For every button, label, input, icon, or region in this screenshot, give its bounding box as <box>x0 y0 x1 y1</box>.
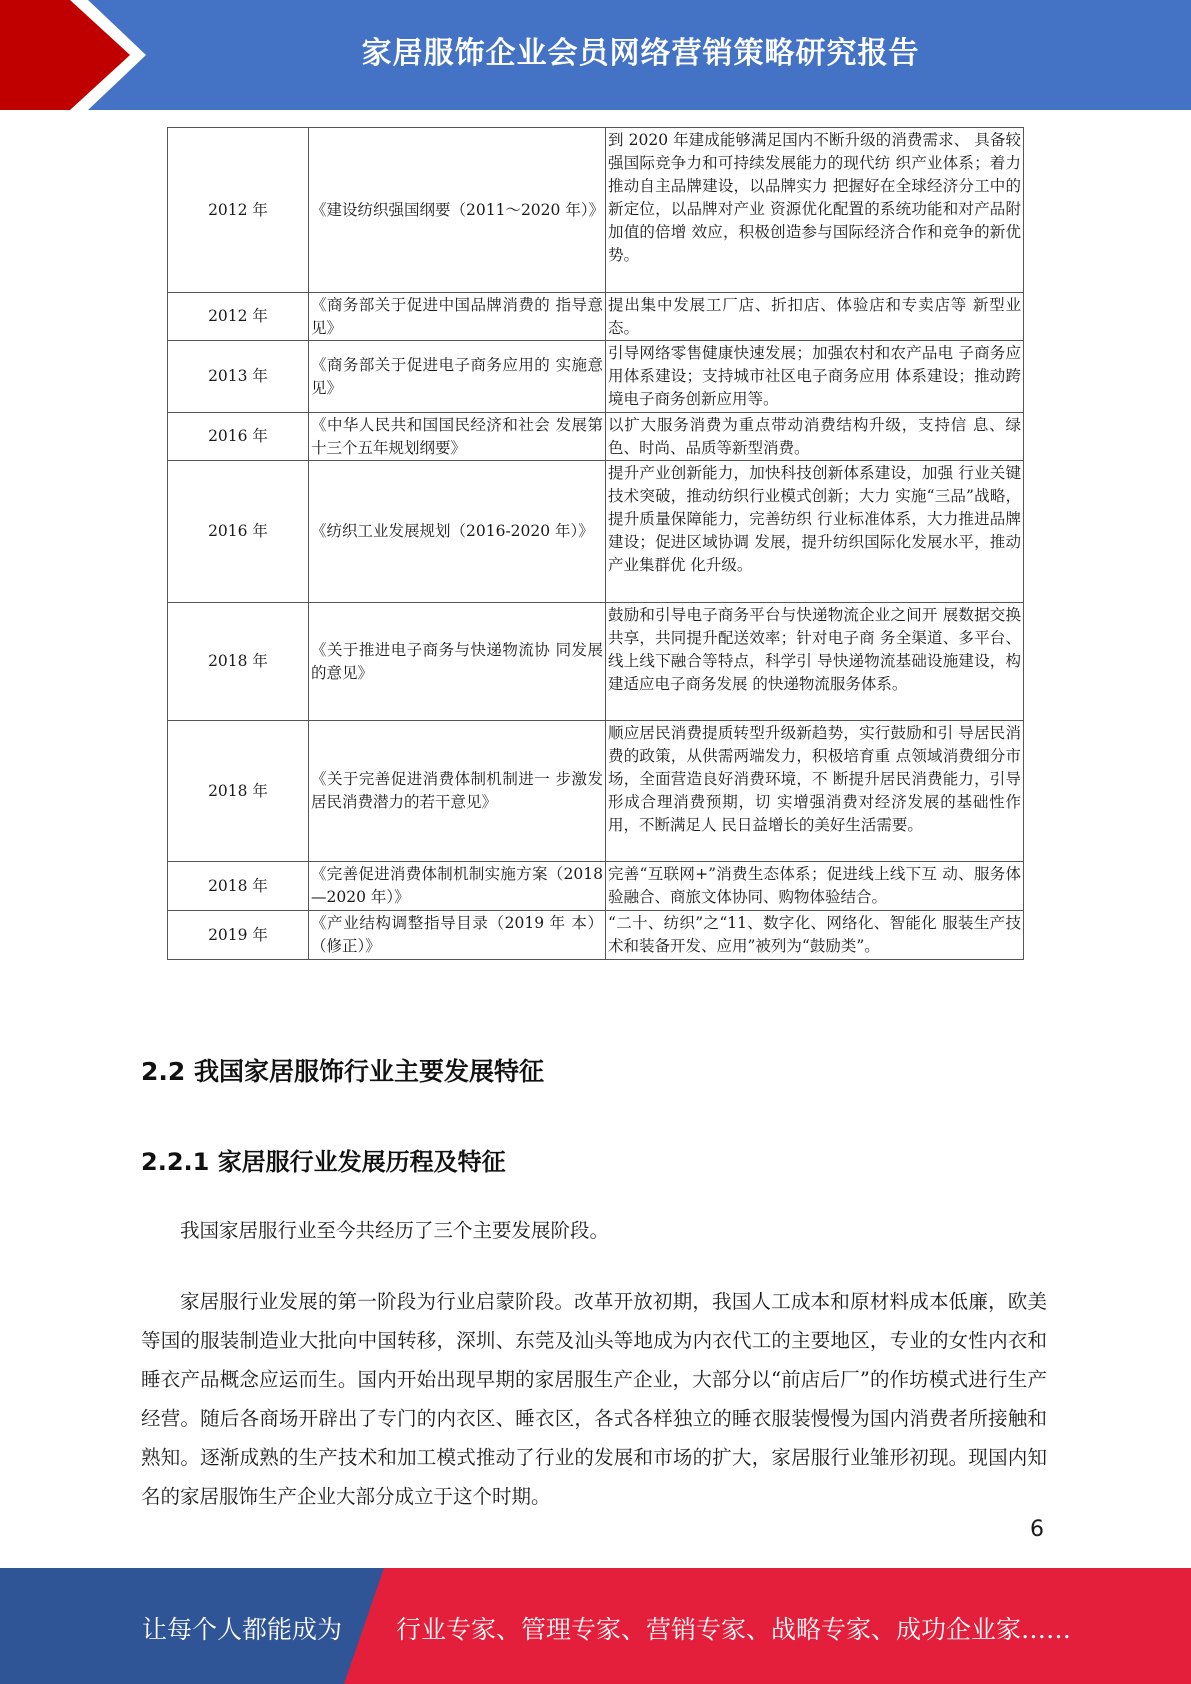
subsection-heading: 2.2.1 家居服行业发展历程及特征 <box>141 1148 506 1176</box>
content-cell: 以扩大服务消费为重点带动消费结构升级，支持信 息、绿色、时尚、品质等新型消费。 <box>606 413 1024 461</box>
document-cell: 《商务部关于促进电子商务应用的 实施意见》 <box>309 341 606 413</box>
table-row <box>168 413 1024 461</box>
content-cell: 鼓励和引导电子商务平台与快递物流企业之间开 展数据交换共享，共同提升配送效率；针对电子商 务全渠道、多平台、线上线下融合等特点，科学引 导快递物流基础设施建设，构建适应电子商务发展 的快递物流服务体系。 <box>606 603 1024 721</box>
content-cell: 提出集中发展工厂店、折扣店、体验店和专卖店等 新型业态。 <box>606 293 1024 341</box>
year-cell: 2012 年 <box>168 293 309 341</box>
page-number: 6 <box>1030 1517 1044 1542</box>
section-heading: 2.2 我国家居服饰行业主要发展特征 <box>141 1057 544 1086</box>
year-cell: 2018 年 <box>168 862 309 911</box>
table-row <box>168 911 1024 960</box>
content-cell: 完善“互联网+”消费生态体系；促进线上线下互 动、服务体验融合、商旅文体协同、购物体验结合。 <box>606 862 1024 911</box>
policy-table <box>167 127 1024 960</box>
year-cell: 2018 年 <box>168 721 309 862</box>
footer-slogan-right: 行业专家、管理专家、营销专家、战略专家、成功企业家…… <box>396 1615 1072 1644</box>
table-row <box>168 603 1024 721</box>
document-cell: 《关于推进电子商务与快递物流协 同发展的意见》 <box>309 603 606 721</box>
year-cell: 2016 年 <box>168 413 309 461</box>
report-title: 家居服饰企业会员网络营销策略研究报告 <box>361 36 920 71</box>
page-footer <box>0 1568 1191 1684</box>
page-header <box>0 0 1191 110</box>
content-cell: “二十、纺织”之“11、数字化、网络化、智能化 服装生产技术和装备开发、应用”被列为“鼓励类”。 <box>606 911 1024 960</box>
year-cell: 2019 年 <box>168 911 309 960</box>
body-paragraph: 家居服行业发展的第一阶段为行业启蒙阶段。改革开放初期，我国人工成本和原材料成本低廉，欧美等国的服装制造业大批向中国转移，深圳、东莞及汕头等地成为内衣代工的主要地区，专业的女性内衣和睡衣产品概念应运而生。国内开始出现早期的家居服生产企业，大部分以“前店后厂”的作坊模式进行生产经营。随后各商场开辟出了专门的内衣区、睡衣区，各式各样独立的睡衣服装慢慢为国内消费者所接触和熟知。逐渐成熟的生产技术和加工模式推动了行业的发展和市场的扩大，家居服行业雏形初现。现国内知名的家居服饰生产企业大部分成立于这个时期。 <box>141 1290 1047 1508</box>
document-cell: 《中华人民共和国国民经济和社会 发展第十三个五年规划纲要》 <box>309 413 606 461</box>
document-cell <box>309 862 606 911</box>
table-row <box>168 341 1024 413</box>
content-cell: 提升产业创新能力，加快科技创新体系建设，加强 行业关键技术突破，推动纺织行业模式创新；大力 实施“三品”战略，提升质量保障能力，完善纺织 行业标准体系，大力推进品牌建设；促进区域协调 发展，提升纺织国际化发展水平，推动产业集群优 化升级。 <box>606 461 1024 603</box>
document-cell: 《关于完善促进消费体制机制进一 步激发居民消费潜力的若干意见》 <box>309 721 606 862</box>
content-cell: 顺应居民消费提质转型升级新趋势，实行鼓励和引 导居民消费的政策，从供需两端发力，积极培育重 点领域消费细分市场，全面营造良好消费环境，不 断提升居民消费能力，引导形成合理消费预期，切 实增强消费对经济发展的基础性作用，不断满足人 民日益增长的美好生活需要。 <box>606 721 1024 862</box>
document-cell: 《商务部关于促进中国品牌消费的 指导意见》 <box>309 293 606 341</box>
document-cell: 《产业结构调整指导目录（2019 年 本）（修正）》 <box>309 911 606 960</box>
year-cell: 2012 年 <box>168 128 309 293</box>
document-cell: 《建设纺织强国纲要（2011～2020 年）》 <box>309 128 606 293</box>
table-row <box>168 128 1024 293</box>
document-text: 《完善促进消费体制机制实施方案（2018—2020 年）》 <box>311 865 603 906</box>
table-row <box>168 721 1024 862</box>
table-row <box>168 293 1024 341</box>
content-cell: 引导网络零售健康快速发展；加强农村和农产品电 子商务应用体系建设；支持城市社区电子商务应用 体系建设；推动跨境电子商务创新应用等。 <box>606 341 1024 413</box>
year-cell: 2016 年 <box>168 461 309 603</box>
document-cell: 《纺织工业发展规划（2016-2020 年）》 <box>309 461 606 603</box>
footer-slogan-left: 让每个人都能成为 <box>142 1615 343 1644</box>
year-cell: 2013 年 <box>168 341 309 413</box>
body-paragraph: 我国家居服行业至今共经历了三个主要发展阶段。 <box>180 1219 610 1242</box>
table-row <box>168 461 1024 603</box>
table-row <box>168 862 1024 911</box>
content-cell: 到 2020 年建成能够满足国内不断升级的消费需求、 具备较强国际竞争力和可持续发展能力的现代纺 织产业体系；着力推动自主品牌建设，以品牌实力 把握好在全球经济分工中的新定位，以品牌对产业 资源优化配置的系统功能和对产品附加值的倍增 效应，积极创造参与国际经济合作和竞争的新优 势。 <box>606 128 1024 293</box>
year-cell: 2018 年 <box>168 603 309 721</box>
